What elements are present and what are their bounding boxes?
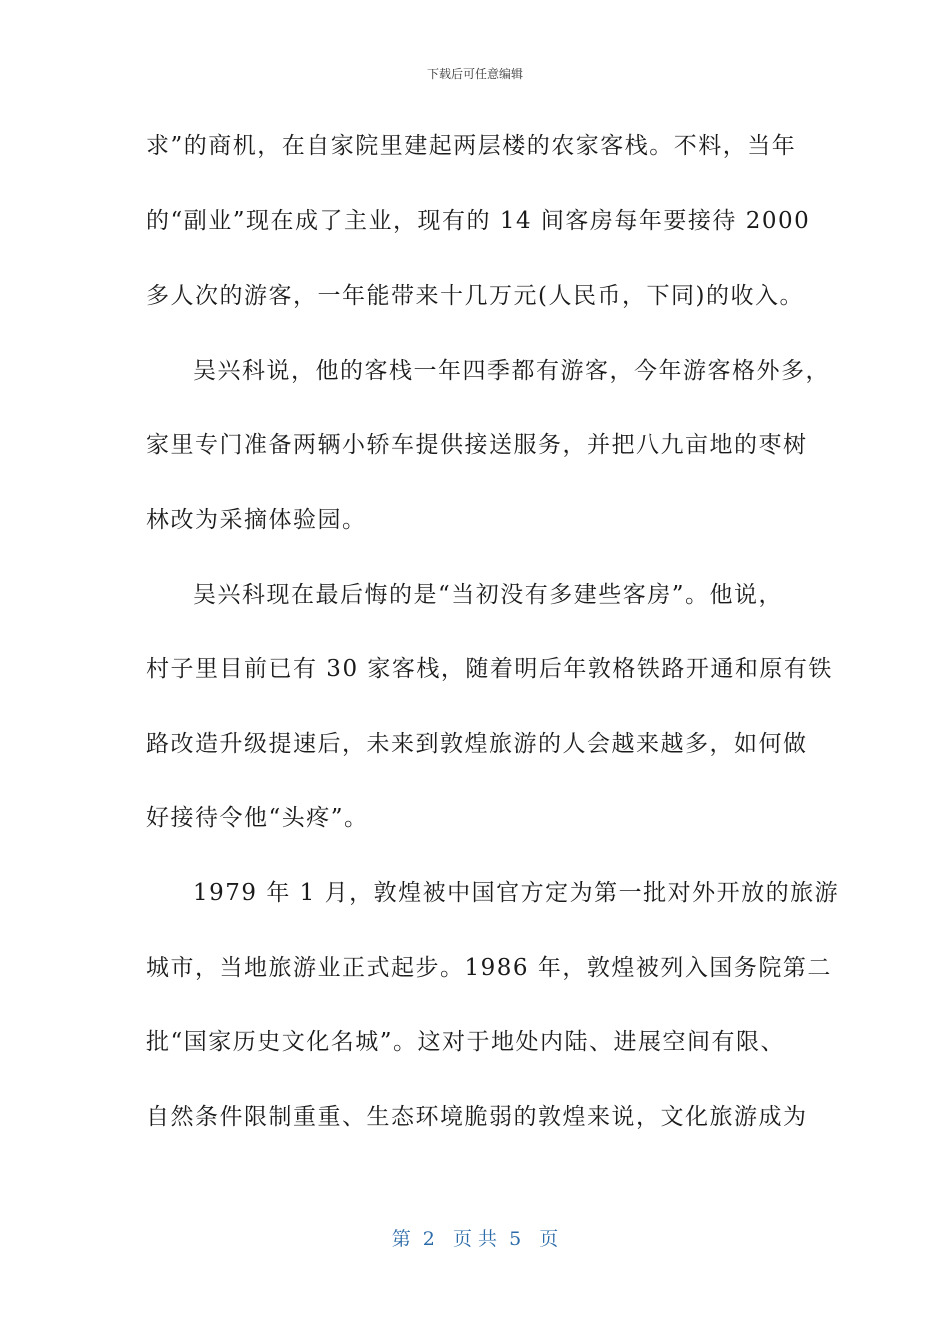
text-line: 多人次的游客，一年能带来十几万元(人民币，下同)的收入。 [146, 283, 804, 309]
paragraph-start-line: 1979 年 1 月，敦煌被中国官方定为第一批对外开放的旅游 [193, 880, 840, 906]
paragraph-start-line: 吴兴科现在最后悔的是“当初没有多建些客房”。他说， [193, 582, 784, 608]
text-line: 的“副业”现在成了主业，现有的 14 间客房每年要接待 2000 [146, 208, 811, 234]
text-line: 家里专门准备两辆小轿车提供接送服务，并把八九亩地的枣树 [146, 432, 808, 458]
text-line: 自然条件限制重重、生态环境脆弱的敦煌来说，文化旅游成为 [146, 1104, 808, 1130]
paragraph-start-line: 吴兴科说，他的客栈一年四季都有游客，今年游客格外多， [193, 358, 830, 384]
text-line: 好接待令他“头疼”。 [146, 805, 369, 831]
page-number-footer: 第 2 页 共 5 页 [391, 1228, 559, 1250]
page-header: 下载后可任意编辑 [426, 67, 523, 81]
text-line: 城市，当地旅游业正式起步。1986 年，敦煌被列入国务院第二 [146, 955, 832, 981]
text-line: 批“国家历史文化名城”。这对于地处内陆、进展空间有限、 [146, 1029, 786, 1055]
text-line: 林改为采摘体验园。 [146, 507, 367, 533]
text-line: 村子里目前已有 30 家客栈，随着明后年敦格铁路开通和原有铁 [146, 656, 833, 682]
text-line: 求”的商机，在自家院里建起两层楼的农家客栈。不料，当年 [146, 133, 797, 159]
text-line: 路改造升级提速后，未来到敦煌旅游的人会越来越多，如何做 [146, 731, 808, 757]
